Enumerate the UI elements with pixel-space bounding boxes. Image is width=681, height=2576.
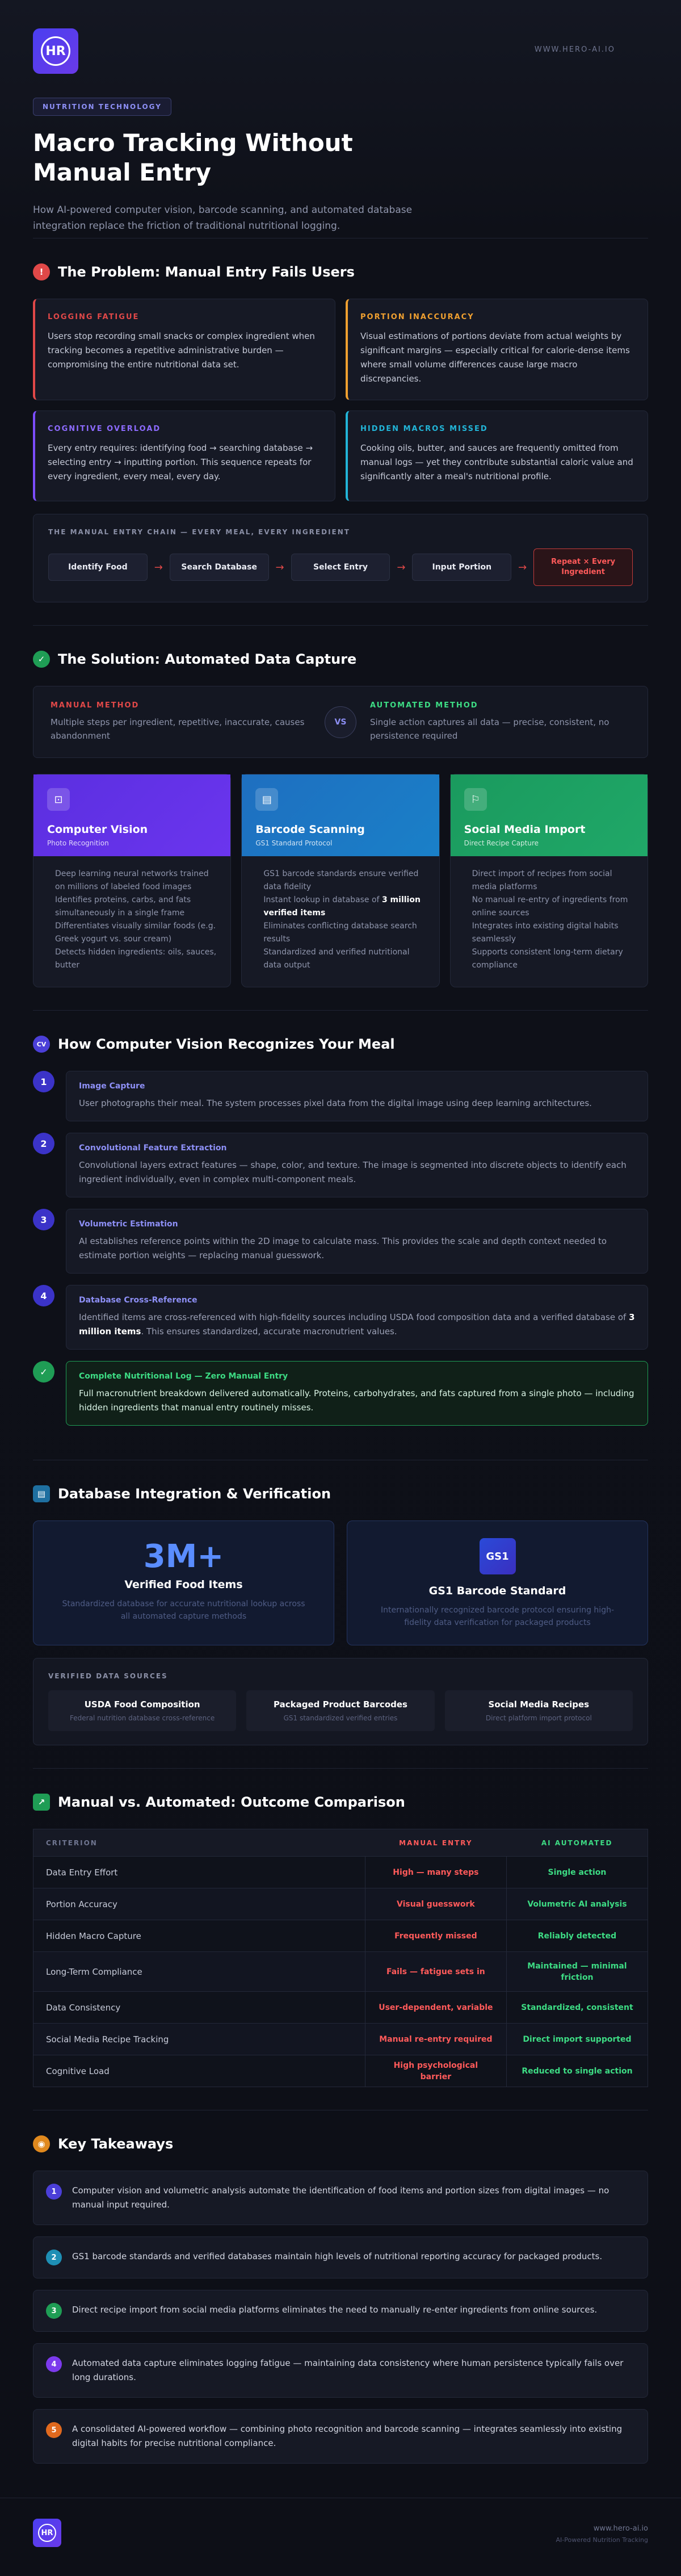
card-subtitle: Photo Recognition: [47, 839, 109, 847]
problem-card-title: LOGGING FATIGUE: [48, 313, 140, 321]
takeaway-number: 3: [46, 2303, 62, 2319]
table-header-row: [33, 1829, 648, 1857]
step-title: Convolutional Feature Extraction: [79, 1144, 227, 1153]
source-item: [48, 1690, 236, 1731]
list-item: Identifies proteins, carbs, and fats simultaneously in a single frame: [55, 895, 191, 918]
gs1-card: [347, 1521, 648, 1645]
problem-grid: [33, 299, 648, 501]
problem-card: [33, 411, 335, 501]
list-item: Detects hidden ingredients: oils, sauces, butter: [55, 948, 217, 970]
section-title: [33, 1485, 648, 1502]
problem-card-text: Every entry requires: identifying food → searching database → selecting entry → inputting portion. This sequence repeats for every ingredient, every meal, every day.: [48, 443, 313, 481]
step-number: 1: [33, 1071, 54, 1092]
list-item: Integrates into existing digital habits seamlessly: [472, 922, 619, 944]
step-text: AI establishes reference points within the 2D image to calculate mass. This provides the scale and depth context needed to estimate portion weights — replacing manual guesswork.: [79, 1236, 607, 1260]
card-title: Social Media Import: [464, 823, 586, 836]
step-complete: [33, 1361, 648, 1426]
list-item: Standardized and verified nutritional data output: [263, 948, 410, 970]
site-url[interactable]: WWW.HERO-AI.IO: [534, 45, 615, 54]
automated-method-title: AUTOMATED METHOD: [370, 701, 478, 710]
step-title: Complete Nutritional Log — Zero Manual Entry: [79, 1372, 288, 1381]
step-text: Convolutional layers extract features — shape, color, and texture. The image is segmented into discrete objects to identify each ingredient individually, even in complex multi-component meals.: [79, 1160, 627, 1184]
step-text: Full macronutrient breakdown delivered automatically. Proteins, carbohydrates, and fats captured from a single photo — including hidden ingredients that manual entry routinely misses.: [79, 1388, 634, 1413]
solution-cards: [33, 774, 648, 987]
takeaway-item: [33, 2343, 648, 2398]
takeaway-number: 2: [46, 2250, 62, 2265]
database-cards: [33, 1521, 648, 1645]
manual-cell: Visual guesswork: [365, 1888, 506, 1920]
table-row: [33, 1952, 648, 1992]
page-subtitle: How AI-powered computer vision, barcode scanning, and automated database integration replace the friction of traditional nutritional logging.: [33, 204, 413, 232]
section-title-text: How Computer Vision Recognizes Your Meal: [58, 1036, 395, 1052]
chain-step: Input Portion: [412, 554, 511, 581]
check-icon: ✓: [33, 1361, 54, 1383]
sources-row: [48, 1690, 633, 1731]
alert-icon: !: [33, 263, 50, 280]
takeaway-text: Automated data capture eliminates logging fatigue — maintaining data consistency where human persistence typically fails over long durations.: [72, 2358, 624, 2382]
barcode-icon: ▤: [255, 788, 278, 811]
manual-cell: Frequently missed: [365, 1920, 506, 1952]
footer-meta: [556, 2524, 648, 2544]
automated-cell: Reliably detected: [506, 1920, 648, 1952]
verified-items-card: [33, 1521, 334, 1645]
arrow-right-icon: →: [518, 561, 527, 573]
camera-icon: ⊡: [47, 788, 70, 811]
sources-title: VERIFIED DATA SOURCES: [48, 1672, 168, 1680]
source-name: Social Media Recipes: [488, 1699, 590, 1710]
chain-title: THE MANUAL ENTRY CHAIN — EVERY MEAL, EVERY INGREDIENT: [48, 528, 350, 536]
logo-mark: HR: [41, 36, 70, 66]
step-card: [66, 1071, 648, 1121]
takeaway-number: 5: [46, 2422, 62, 2438]
highlight-text: 3 million verified items: [263, 895, 421, 918]
criterion-cell: Portion Accuracy: [33, 1888, 365, 1920]
manual-cell: Fails — fatigue sets in: [365, 1952, 506, 1992]
card-title: Barcode Scanning: [255, 823, 365, 836]
step-text-post: . This ensures standardized, accurate macronutrient values.: [141, 1326, 397, 1337]
problem-section: [33, 238, 648, 626]
step-card: [66, 1133, 648, 1197]
target-icon: ◉: [33, 2135, 50, 2152]
step: [33, 1071, 648, 1121]
table-row: [33, 2024, 648, 2055]
automated-method-text: Single action captures all data — precise, consistent, no persistence required: [370, 717, 609, 741]
section-title-text: Manual vs. Automated: Outcome Comparison: [58, 1794, 405, 1810]
takeaway-number: 4: [46, 2356, 62, 2372]
criterion-cell: Hidden Macro Capture: [33, 1920, 365, 1952]
problem-card-title: HIDDEN MACROS MISSED: [360, 425, 488, 433]
takeaway-number: 1: [46, 2184, 62, 2200]
automated-cell: Maintained — minimal friction: [506, 1952, 648, 1992]
step-card: [66, 1209, 648, 1274]
takeaway-item: [33, 2409, 648, 2464]
card-text: Internationally recognized barcode protocol ensuring high-fidelity data verification for packaged products: [380, 1606, 615, 1627]
section-title: [33, 2135, 648, 2152]
vision-section: [33, 1011, 648, 1460]
step-text: [79, 1310, 635, 1339]
step-number: 3: [33, 1209, 54, 1230]
step-text: User photographs their meal. The system processes pixel data from the digital image using deep learning architectures.: [79, 1098, 592, 1108]
verified-count: 3M+: [143, 1538, 224, 1575]
arrow-right-icon: →: [154, 561, 163, 573]
list-item: No manual re-entry of ingredients from online sources: [472, 895, 628, 918]
problem-card-text: Cooking oils, butter, and sauces are frequently omitted from manual logs — yet they contribute substantial caloric value and significantly alter a meal's nutritional profile.: [360, 443, 633, 481]
card-title: GS1 Barcode Standard: [428, 1585, 566, 1597]
chain-repeat: Repeat × Every Ingredient: [533, 548, 633, 586]
manual-cell: Manual re-entry required: [365, 2024, 506, 2055]
list-item: Supports consistent long-term dietary compliance: [472, 948, 623, 970]
automated-cell: Reduced to single action: [506, 2055, 648, 2087]
manual-cell: High psychological barrier: [365, 2055, 506, 2087]
card-subtitle: Direct Recipe Capture: [464, 839, 539, 847]
arrow-right-icon: →: [397, 561, 406, 573]
takeaway-text: Direct recipe import from social media platforms eliminates the need to manually re-enter ingredients from online sources.: [72, 2305, 598, 2315]
source-name: Packaged Product Barcodes: [274, 1699, 407, 1710]
step: [33, 1209, 648, 1274]
trend-icon: ↗: [33, 1794, 50, 1811]
source-item: [246, 1690, 434, 1731]
problem-card-text: Visual estimations of portions deviate from actual weights by significant margins — especially critical for calorie-dense items where small volume differences cause large macro discrepancies.: [360, 331, 630, 384]
category-tag: NUTRITION TECHNOLOGY: [33, 98, 171, 116]
takeaway-text: A consolidated AI-powered workflow — combining photo recognition and barcode scanning — integrates seamlessly into existing digital habits for precise nutritional compliance.: [72, 2424, 623, 2448]
problem-card: [346, 299, 648, 400]
criterion-cell: Data Consistency: [33, 1992, 365, 2024]
logo-mark: HR: [38, 2524, 56, 2542]
problem-card: [346, 411, 648, 501]
step: [33, 1133, 648, 1197]
problem-card-text: Users stop recording small snacks or complex ingredient when tracking becomes a repetitive administrative burden — compromising the entire nutritional data set.: [48, 331, 315, 370]
step-card: [66, 1361, 648, 1426]
source-desc: Direct platform import protocol: [485, 1714, 592, 1722]
automated-cell: Standardized, consistent: [506, 1992, 648, 2024]
table-row: [33, 1888, 648, 1920]
list-item: Differentiates visually similar foods (e.g. Greek yogurt vs. sour cream): [55, 922, 216, 944]
section-title-text: The Solution: Automated Data Capture: [58, 651, 357, 667]
manual-entry-chain: [33, 514, 648, 602]
verified-sources: [33, 1658, 648, 1745]
step-title: Volumetric Estimation: [79, 1220, 178, 1229]
vs-badge: VS: [325, 706, 356, 738]
method-comparison: [33, 686, 648, 758]
list-item-text: Instant lookup in database of: [263, 895, 380, 904]
section-title-text: The Problem: Manual Entry Fails Users: [58, 264, 355, 280]
card-header: [451, 774, 648, 856]
database-icon: ▤: [33, 1485, 50, 1502]
manual-cell: User-dependent, variable: [365, 1992, 506, 2024]
comparison-section: [33, 1769, 648, 2110]
manual-method: [51, 701, 311, 743]
problem-card: [33, 299, 335, 400]
page-footer: [0, 2498, 681, 2576]
section-title-text: Key Takeaways: [58, 2136, 174, 2152]
page-title: Macro Tracking Without Manual Entry: [33, 129, 353, 186]
table-row: [33, 1857, 648, 1888]
card-header: [242, 774, 439, 856]
takeaway-text: GS1 barcode standards and verified databases maintain high levels of nutritional reporting accuracy for packaged products.: [72, 2251, 603, 2261]
manual-cell: High — many steps: [365, 1857, 506, 1888]
page-header: [33, 0, 648, 238]
criterion-cell: Cognitive Load: [33, 2055, 365, 2087]
list-item: GS1 barcode standards ensure verified data fidelity: [263, 869, 419, 891]
solution-section: [33, 626, 648, 1011]
section-title: [33, 1794, 648, 1811]
step-title: Image Capture: [79, 1082, 145, 1091]
takeaways-section: [33, 2110, 648, 2481]
criterion-cell: Social Media Recipe Tracking: [33, 2024, 365, 2055]
card-title: Verified Food Items: [124, 1578, 243, 1591]
card-subtitle: GS1 Standard Protocol: [255, 839, 333, 847]
list-item: Direct import of recipes from social media platforms: [472, 869, 612, 891]
takeaway-item: [33, 2236, 648, 2278]
manual-method-text: Multiple steps per ingredient, repetitive, inaccurate, causes abandonment: [51, 717, 305, 741]
list-item: Deep learning neural networks trained on millions of labeled food images: [55, 869, 209, 891]
brand-logo[interactable]: [33, 28, 78, 74]
card-text: Standardized database for accurate nutritional lookup across all automated capture methods: [62, 1599, 305, 1621]
takeaway-item: [33, 2290, 648, 2332]
step: [33, 1285, 648, 1350]
list-item: Eliminates conflicting database search results: [263, 922, 417, 944]
takeaway-item: [33, 2171, 648, 2225]
chain-step: Select Entry: [291, 554, 390, 581]
section-title: [33, 263, 648, 280]
vision-icon: CV: [33, 1036, 50, 1053]
column-header: CRITERION: [33, 1829, 365, 1857]
section-title: [33, 1036, 648, 1053]
criterion-cell: Long-Term Compliance: [33, 1952, 365, 1992]
gs1-icon: GS1: [480, 1538, 516, 1574]
solution-card-barcode: [241, 774, 439, 987]
card-header: [33, 774, 230, 856]
table-row: [33, 1992, 648, 2024]
footer-tagline: AI-Powered Nutrition Tracking: [556, 2536, 648, 2544]
automated-cell: Single action: [506, 1857, 648, 1888]
database-section: [33, 1460, 648, 1769]
problem-card-title: PORTION INACCURACY: [360, 313, 474, 321]
source-desc: Federal nutrition database cross-reference: [70, 1714, 215, 1722]
footer-url[interactable]: www.hero-ai.io: [593, 2524, 648, 2533]
step-card: [66, 1285, 648, 1350]
chain-step: Identify Food: [48, 554, 148, 581]
automated-method: [370, 701, 630, 743]
column-header: MANUAL ENTRY: [365, 1829, 506, 1857]
footer-logo[interactable]: [33, 2519, 61, 2547]
criterion-cell: Data Entry Effort: [33, 1857, 365, 1888]
card-list: [451, 856, 648, 987]
table-row: [33, 2055, 648, 2087]
table-row: [33, 1920, 648, 1952]
arrow-right-icon: →: [275, 561, 284, 573]
column-header: AI AUTOMATED: [506, 1829, 648, 1857]
chain-row: [48, 548, 633, 586]
takeaway-text: Computer vision and volumetric analysis automate the identification of food items and portion sizes from digital images — no manual input required.: [72, 2185, 609, 2210]
step-text-pre: Identified items are cross-referenced with high-fidelity sources including USDA food composition data and a verified database of: [79, 1312, 627, 1322]
source-item: [445, 1690, 633, 1731]
section-title: [33, 651, 648, 668]
automated-cell: Direct import supported: [506, 2024, 648, 2055]
card-title: Computer Vision: [47, 823, 148, 836]
chain-step: Search Database: [170, 554, 269, 581]
automated-cell: Volumetric AI analysis: [506, 1888, 648, 1920]
step-number: 4: [33, 1285, 54, 1306]
solution-card-social: [450, 774, 648, 987]
card-list: [242, 856, 439, 987]
flag-icon: ⚐: [464, 788, 487, 811]
source-desc: GS1 standardized verified entries: [283, 1714, 398, 1722]
step-number: 2: [33, 1133, 54, 1154]
section-title-text: Database Integration & Verification: [58, 1486, 331, 1502]
check-icon: ✓: [33, 651, 50, 668]
comparison-table: [33, 1829, 648, 2087]
solution-card-computer-vision: [33, 774, 231, 987]
step-text-bold: 3 million items: [79, 1312, 635, 1337]
card-list: [33, 856, 230, 987]
manual-method-title: MANUAL METHOD: [51, 701, 140, 710]
source-name: USDA Food Composition: [84, 1699, 200, 1710]
problem-card-title: COGNITIVE OVERLOAD: [48, 425, 161, 433]
list-item: [263, 894, 425, 920]
step-title: Database Cross-Reference: [79, 1296, 197, 1305]
